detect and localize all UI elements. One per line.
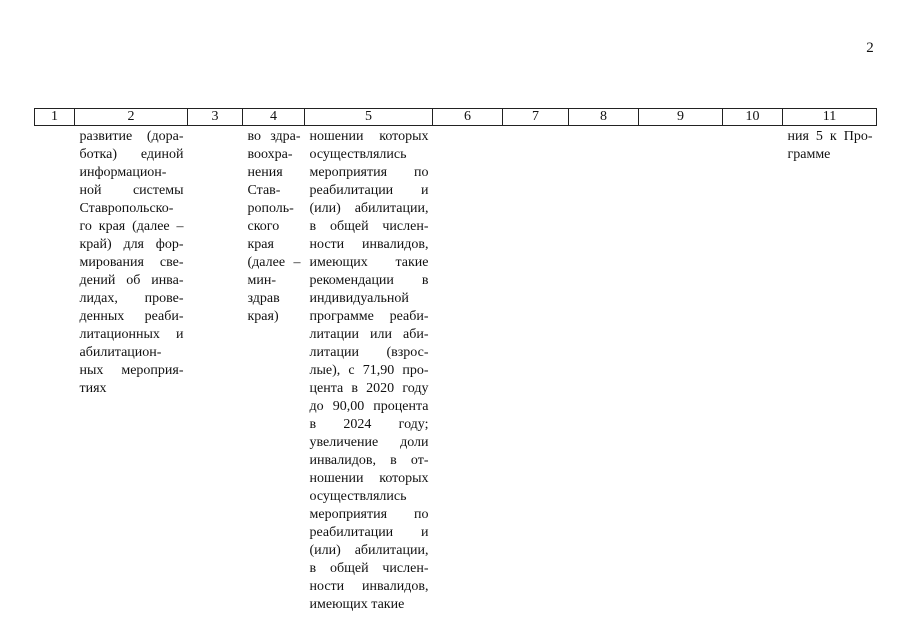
cell-col7 [503,126,569,615]
cell-col6 [433,126,503,615]
cell-text-line: ния 5 к Про- [787,129,873,144]
cell-text-line: программе реаби- [309,309,429,324]
cell-text-line: развитие (дора- [79,129,184,144]
cell-text-line: го края (далее – [79,219,184,234]
column-number-row [35,109,877,126]
cell-text-line: воохра- [247,147,293,162]
column-header-2: 2 [75,109,188,126]
cell-col2 [75,126,188,615]
cell-text-line: осуществлялись [309,489,407,504]
column-header-6: 6 [433,109,503,126]
cell-text-line: (или) абилитации, [309,543,429,558]
cell-col10 [723,126,783,615]
cell-col5 [305,126,433,615]
cell-col4 [243,126,305,615]
table-row [35,126,877,615]
cell-col9 [639,126,723,615]
cell-text-line: края) [247,309,279,324]
cell-text-line: абилитацион- [79,345,162,360]
cell-text-line: во здра- [247,129,301,144]
cell-text-line: ношении которых [309,129,429,144]
column-header-9: 9 [639,109,723,126]
cell-col1 [35,126,75,615]
cell-text-line: литационных и [79,327,184,342]
cell-text-line: литации или аби- [309,327,429,342]
cell-text-line: рекомендации в [309,273,429,288]
cell-col11 [783,126,877,615]
cell-text-line: рополь- [247,201,294,216]
cell-text-line: ных мероприя- [79,363,184,378]
cell-text-line: мирования све- [79,255,184,270]
cell-text-line: грамме [787,147,831,162]
column-header-3: 3 [188,109,243,126]
column-header-11: 11 [783,109,877,126]
cell-text-line: цента в 2020 году [309,381,429,396]
cell-text-line: имеющих такие [309,597,405,612]
column-header-7: 7 [503,109,569,126]
cell-text-line: Став- [247,183,281,198]
cell-text-line: осуществлялись [309,147,407,162]
cell-text-line: в 2024 году; [309,417,429,432]
cell-text-line: реабилитации и [309,183,429,198]
cell-text-line: имеющих такие [309,255,429,270]
cell-text-line: Ставропольско- [79,201,174,216]
column-header-5: 5 [305,109,433,126]
column-header-4: 4 [243,109,305,126]
cell-text-line: мероприятия по [309,507,429,522]
cell-text-line: лые), с 71,90 про- [309,363,429,378]
cell-text-line: ной системы [79,183,184,198]
cell-text-line: инвалидов, в от- [309,453,429,468]
page-number: 2 [866,40,874,56]
cell-text-line: в общей числен- [309,219,429,234]
cell-text-line: до 90,00 процента [309,399,429,414]
cell-text-line: края [247,237,274,252]
cell-text-line: литации (взрос- [309,345,429,360]
cell-text-line: ношении которых [309,471,429,486]
cell-text-line: (далее – [247,255,301,270]
cell-text-line: здрав [247,291,280,306]
cell-text-line: реабилитации и [309,525,429,540]
cell-text-line: ности инвалидов, [309,579,429,594]
cell-text-line: в общей числен- [309,561,429,576]
cell-text-line: индивидуальной [309,291,409,306]
column-header-8: 8 [569,109,639,126]
cell-text-line: тиях [79,381,107,396]
cell-text-line: мероприятия по [309,165,429,180]
cell-text-line: мин- [247,273,277,288]
cell-col3 [188,126,243,615]
cell-text-line: лидах, прове- [79,291,184,306]
cell-text-line: информацион- [79,165,167,180]
cell-text-line: край) для фор- [79,237,184,252]
cell-text-line: ности инвалидов, [309,237,429,252]
cell-text-line: (или) абилитации, [309,201,429,216]
cell-text-line: денных реаби- [79,309,184,324]
cell-text-line: дений об инва- [79,273,184,288]
column-header-10: 10 [723,109,783,126]
cell-text-line: ского [247,219,280,234]
cell-col8 [569,126,639,615]
cell-text-line: ботка) единой [79,147,184,162]
cell-text-line: увеличение доли [309,435,429,450]
cell-text-line: нения [247,165,283,180]
column-header-1: 1 [35,109,75,126]
document-table [34,108,877,614]
